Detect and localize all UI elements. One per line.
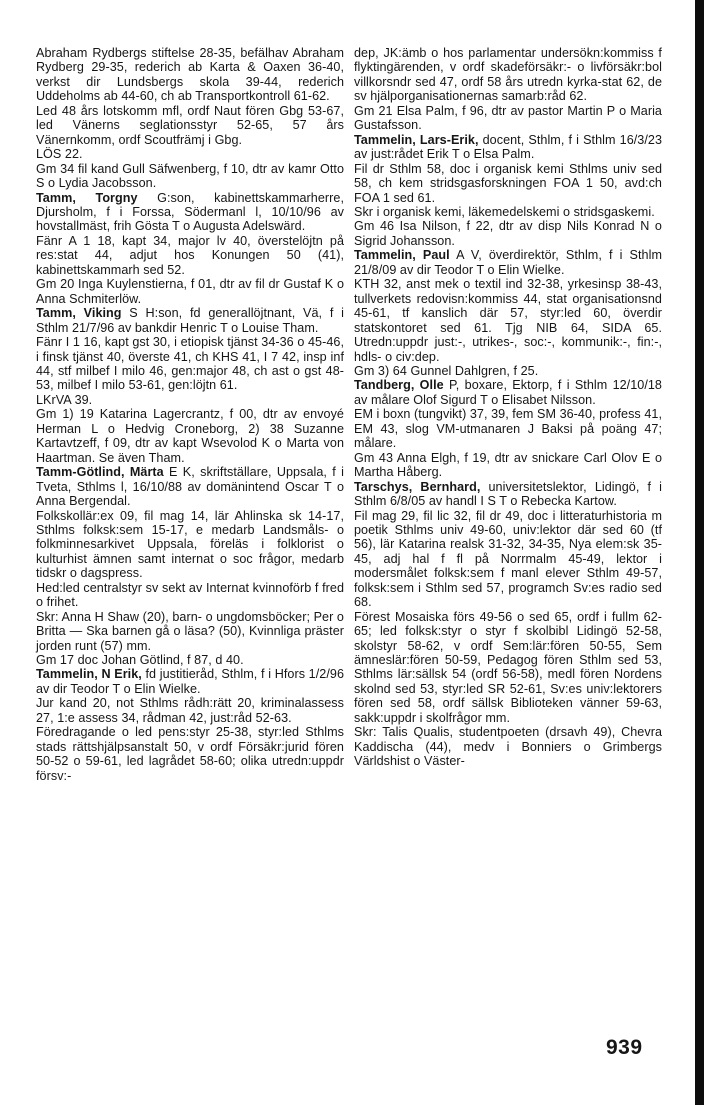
biography-entry: Tammelin, Paul A V, överdirektör, Sthlm, f i Sthlm 21/8/09 av dir Teodor T o Elin Wielke. [354, 248, 662, 277]
biography-entry: Tammelin, N Erik, fd justitieråd, Sthlm, f i Hfors 1/2/96 av dir Teodor T o Elin Wielke. [36, 667, 344, 696]
biography-entry: Tamm, Torgny G:son, kabinettskammarherre, Djursholm, f i Forssa, Södermanl l, 10/10/96 av hovstallmäst, frih Gösta T o Augusta Adelswärd. [36, 190, 344, 234]
entry-paragraph: Fänr I 1 16, kapt gst 30, i etiopisk tjänst 34-36 o 45-46, i finsk tjänst 40, överste 41, ch KHS 41, I 7 42, insp inf 44, stf milbef I milo 46, gen:major 48, ch ast o gst 48-53, milbef I milo 53-61, gen:löjtn 61. [36, 335, 344, 393]
entry-name: Tammelin, Paul [354, 248, 450, 263]
entry-name: Tamm, Torgny [36, 190, 138, 205]
entry-paragraph: LÖS 22. [36, 147, 83, 162]
entry-paragraph: KTH 32, anst mek o textil ind 32-38, yrkesinsp 38-43, tullverkets redovisn:kommiss 44, stat organisationsnd 45-61, tf kanslich där 57, styr:led 60, överdir statskontoret sed 61. Tjg NIB 64, SIDA 65. Utredn:uppdr just:-, utrikes-, soc:-, kommunik:-, fin:-, hdls- o civ:dep. [354, 277, 662, 364]
entry-name: Tandberg, Olle [354, 378, 444, 393]
entry-name: Tammelin, Lars-Erik, [354, 132, 479, 147]
entry-paragraph: Gm 43 Anna Elgh, f 19, dtr av snickare Carl Olov E o Martha Håberg. [354, 450, 662, 480]
entry-paragraph: Gm 3) 64 Gunnel Dahlgren, f 25. [354, 363, 539, 378]
entry-paragraph: Skr: Anna H Shaw (20), barn- o ungdomsböcker; Per o Britta — Ska barnen gå o läsa? (50), Kvinnliga präster jorden runt (57) mm. [36, 609, 344, 653]
page-edge-border [695, 0, 704, 1105]
page-number: 939 [606, 1036, 643, 1059]
entry-paragraph: Förest Mosaiska förs 49-56 o sed 65, ordf i fullm 62-65; led folksk:styr o styr f skolbibl Lidingö 52-58, skolstyr 58-62, v ordf Sem:lär:fören 50-55, Sem ämneslär:fören 50-59, Pedagog fören Sthlm sed 53, Sthlms lär:sällsk 54 (ordf 56-58), medl fören Nordens skolnd sed 53, styr:led SR 52-61, Sv:es univ:lektorers fören sed 58, ordf sällsk Biblioteken vänner 59-63, sakk:uppdr i skolfrågor mm. [354, 609, 662, 725]
entry-name: Tamm, Viking [36, 306, 122, 321]
entry-paragraph: Abraham Rydbergs stiftelse 28-35, befälhav Abraham Rydberg 29-35, rederich ab Karta & Oaxen 36-40, verkst dir Lundsbergs skola 39-44, rederich Uddeholms ab 44-60, ch ab Transportkontroll 61-62. [36, 46, 344, 104]
entry-paragraph: Föredragande o led pens:styr 25-38, styr:led Sthlms stads rättshjälpsanstalt 50, v ordf Försäkr:jurid fören 50-52 o 59-61, led lagrådet 58-60; olika utredn:uppdr försv:- [36, 725, 344, 783]
biography-entry: Tammelin, Lars-Erik, docent, Sthlm, f i Sthlm 16/3/23 av just:rådet Erik T o Elsa Palm. [354, 132, 663, 162]
entry-paragraph: Gm 34 fil kand Gull Säfwenberg, f 10, dtr av kamr Otto S o Lydia Jacobsson. [36, 161, 344, 191]
right-column [354, 46, 662, 769]
biography-entry: Tamm, Viking S H:son, fd generallöjtnant, Vä, f i Sthlm 21/7/96 av bankdir Henric T o Louise Tham. [36, 306, 344, 335]
entry-paragraph: Fil mag 29, fil lic 32, fil dr 49, doc i litteraturhistoria m poetik Sthlms univ 49-60, univ:lektor där sed 60 (tf 56), lär Katarina realsk 31-32, 34-35, Nya elem:sk 35-45, adj hal f fl på Norrmalm 45-49, lektor i modersmålet folksk:sem f manl elever Sthlm 49-57, folksk:sem i Sthlm sed 57, programch Sv:es radio sed 68. [354, 508, 662, 610]
entry-paragraph: Gm 46 Isa Nilson, f 22, dtr av disp Nils Konrad N o Sigrid Johansson. [354, 219, 662, 248]
entry-name: Tarschys, Bernhard, [354, 479, 481, 494]
entry-paragraph: Led 48 års lotskomm mfl, ordf Naut fören Gbg 53-67, led Vänerns seglationsstyr 52-65, 57 års Vänernkomm, ordf Scoutfrämj i Gbg. [36, 103, 344, 147]
biography-entry: Tamm-Götlind, Märta E K, skriftställare, Uppsala, f i Tveta, Sthlms l, 16/10/88 av domänintend Oscar T o Anna Bergendal. [36, 465, 344, 509]
biography-entry: Tarschys, Bernhard, universitetslektor, Lidingö, f i Sthlm 6/8/05 av handl I S T o Rebecka Kartow. [354, 479, 662, 509]
entry-paragraph: Skr i organisk kemi, läkemedelskemi o stridsgaskemi. [354, 204, 655, 219]
entry-paragraph: EM i boxn (tungvikt) 37, 39, fem SM 36-40, profess 41, EM 43, slog VM-utmanaren J Baksi på poäng 47; målare. [354, 407, 662, 451]
entry-paragraph: Hed:led centralstyr sv sekt av Internat kvinnoförb f fred o frihet. [36, 580, 344, 610]
entry-name: Tammelin, N Erik, [36, 667, 142, 682]
entry-paragraph: Fänr A 1 18, kapt 34, major lv 40, överstelöjtn på res:stat 44, adjut hos Konungen 50 (41), kabinettskammarh sed 52. [36, 233, 344, 277]
entry-paragraph: Folkskollär:ex 09, fil mag 14, lär Ahlinska sk 14-17, Sthlms folksk:sem 15-17, e medarb Landsmåls- o folkminnesarkivet Uppsala, föreläs i folklorist o kulturhist ämnen samt internat o soc frågor, medarb tidskr o dagspress. [36, 508, 344, 581]
left-column [36, 46, 344, 783]
biography-entry: Tandberg, Olle P, boxare, Ektorp, f i Sthlm 12/10/18 av målare Olof Sigurd T o Elisabet Nilsson. [354, 378, 662, 407]
entry-paragraph: Gm 20 Inga Kuylenstierna, f 01, dtr av fil dr Gustaf K o Anna Schmiterlöw. [36, 277, 344, 306]
entry-paragraph: Jur kand 20, not Sthlms rådh:rätt 20, kriminalassess 27, 1:e assess 34, rådman 42, just:råd 52-63. [36, 696, 344, 725]
entry-paragraph: LKrVA 39. [36, 392, 93, 407]
entry-paragraph: Gm 17 doc Johan Götlind, f 87, d 40. [36, 653, 244, 668]
entry-paragraph: Gm 21 Elsa Palm, f 96, dtr av pastor Martin P o Maria Gustafsson. [354, 103, 662, 133]
entry-name: Tamm-Götlind, Märta [36, 465, 164, 480]
entry-paragraph: Fil dr Sthlm 58, doc i organisk kemi Sthlms univ sed 58, ch kem stridsgasforskningen FOA 1 50, avd:ch FOA 1 sed 61. [354, 161, 662, 205]
entry-paragraph: Skr: Talis Qualis, studentpoeten (drsavh 49), Chevra Kaddischa (44), medv i Bonniers o Grimbergs Världshist o Väster- [354, 725, 662, 769]
entry-paragraph: dep, JK:ämb o hos parlamentar undersökn:kommiss f flyktingärenden, v ordf skadeförsäkr:- o livförsäkr:bol villkorsndr sed 47, ordf 58 års utredn kyrka-stat 62, de sv hjälporganisationernas samarb:råd 62. [354, 46, 662, 104]
entry-paragraph: Gm 1) 19 Katarina Lagercrantz, f 00, dtr av envoyé Herman L o Hedvig Croneborg, 2) 38 Suzanne Kartavtzeff, f 09, dtr av kapt Wsevolod K o Marta von Haartman. Se även Tham. [36, 407, 344, 465]
